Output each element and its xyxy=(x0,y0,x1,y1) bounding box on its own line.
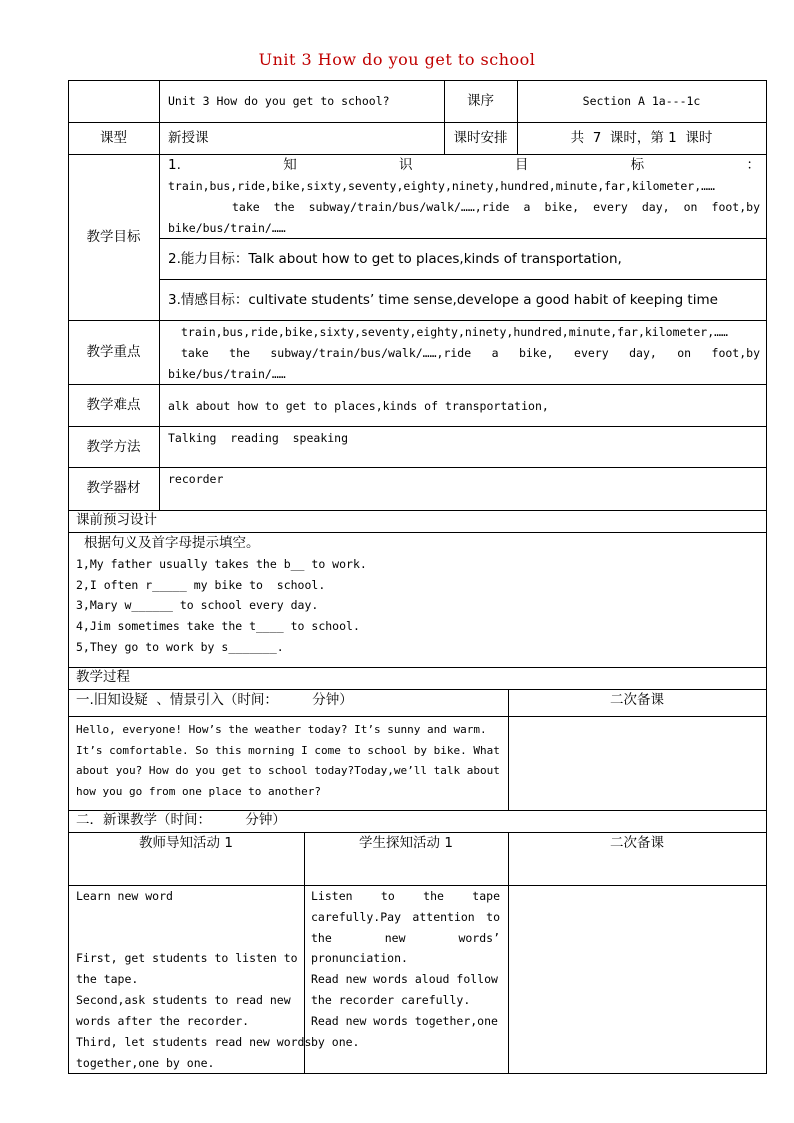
emotion-objective xyxy=(168,290,718,311)
difficulties-value: alk about how to get to places,kinds of transportation, xyxy=(168,399,549,413)
part1-title: 一.旧知设疑 、情景引入（时间： 分钟） xyxy=(76,692,353,708)
ability-objective xyxy=(168,249,622,270)
teacher-activity-heading: 教师导知活动 1 xyxy=(139,835,233,851)
key-points-label: 教学重点 xyxy=(86,344,141,360)
teacher-line: Third, let students read new words xyxy=(76,1035,312,1049)
equipment-value: recorder xyxy=(168,472,224,486)
preview-item: 1,My father usually takes the b__ to work. xyxy=(76,557,367,571)
part1-line: how you go from one place to another? xyxy=(76,785,322,798)
part2-title: 二．新课教学（时间： 分钟） xyxy=(76,812,286,828)
part1-line: Hello, everyone! How’s the weather today? It’s sunny and warm. xyxy=(76,723,487,736)
preview-label: 课前预习设计 xyxy=(76,512,157,528)
lesson-order-label: 课序 xyxy=(467,93,494,109)
ability-text: 2.能力目标：Talk about how to get to places,kinds of transportation, xyxy=(168,251,622,267)
key-points-line-2: take the subway/train/bus/walk/……,ride a bike, every day, on foot,by xyxy=(181,346,760,360)
section-value: Section A 1a---1c xyxy=(582,94,701,108)
schedule-value: 共 7 课时，第 1 课时 xyxy=(570,130,713,146)
teacher-line: together,one by one. xyxy=(76,1056,215,1070)
knowledge-phrases: take the subway/train/bus/walk/……,ride a bike, every day, on foot,by xyxy=(232,200,760,214)
student-activity-heading: 学生探知活动 1 xyxy=(359,835,453,851)
knowledge-words: train,bus,ride,bike,sixty,seventy,eighty,ninety,hundred,minute,far,kilometer,…… xyxy=(168,179,715,193)
student-line: by one. xyxy=(311,1035,360,1049)
backup-label: 二次备课 xyxy=(610,692,664,708)
schedule-label: 课时安排 xyxy=(453,130,508,146)
student-line: the new words’ xyxy=(311,931,500,945)
emotion-text: 3.情感目标：cultivate students’ time sense,develope a good habit of keeping time xyxy=(168,292,718,308)
knowledge-heading: 1.知识目标： xyxy=(168,157,760,173)
preview-instruction: 根据句义及首字母提示填空。 xyxy=(84,535,260,551)
type-label: 课型 xyxy=(100,130,127,146)
preview-item: 5,They go to work by s_______. xyxy=(76,640,284,654)
preview-item: 3,Mary w______ to school every day. xyxy=(76,598,319,612)
difficulties-label: 教学难点 xyxy=(86,397,141,413)
objectives-label: 教学目标 xyxy=(86,229,141,245)
methods-label: 教学方法 xyxy=(86,439,141,455)
equipment-label: 教学器材 xyxy=(86,480,141,496)
lesson-topic: Unit 3 How do you get to school? xyxy=(168,94,390,108)
process-label: 教学过程 xyxy=(76,669,130,685)
teacher-line: Learn new word xyxy=(76,889,173,903)
student-line: Listen to the tape xyxy=(311,889,500,903)
student-line: Read new words aloud follow xyxy=(311,972,498,986)
page-title: Unit 3 How do you get to school xyxy=(258,50,536,69)
knowledge-phrases-cont: bike/bus/train/…… xyxy=(168,221,286,235)
student-line: pronunciation. xyxy=(311,951,408,965)
key-points-line-3: bike/bus/train/…… xyxy=(168,367,286,381)
key-points-line-1: train,bus,ride,bike,sixty,seventy,eighty,ninety,hundred,minute,far,kilometer,…… xyxy=(181,325,728,339)
teacher-line: the tape. xyxy=(76,972,139,986)
teacher-line: words after the recorder. xyxy=(76,1014,250,1028)
part1-line: about you? How do you get to school today?Today,we’ll talk about xyxy=(76,764,500,777)
part1-line: It’s comfortable. So this morning I come to school by bike. What xyxy=(76,744,500,757)
teacher-line: First, get students to listen to xyxy=(76,951,298,965)
student-line: the recorder carefully. xyxy=(311,993,471,1007)
methods-value: Talking reading speaking xyxy=(168,431,349,445)
preview-item: 4,Jim sometimes take the t____ to school. xyxy=(76,619,360,633)
backup-label-2: 二次备课 xyxy=(610,835,664,851)
student-line: Read new words together,one xyxy=(311,1014,498,1028)
preview-item: 2,I often r_____ my bike to school. xyxy=(76,578,326,592)
type-value: 新授课 xyxy=(168,130,209,146)
student-line: carefully.Pay attention to xyxy=(311,910,500,924)
teacher-line: Second,ask students to read new xyxy=(76,993,291,1007)
